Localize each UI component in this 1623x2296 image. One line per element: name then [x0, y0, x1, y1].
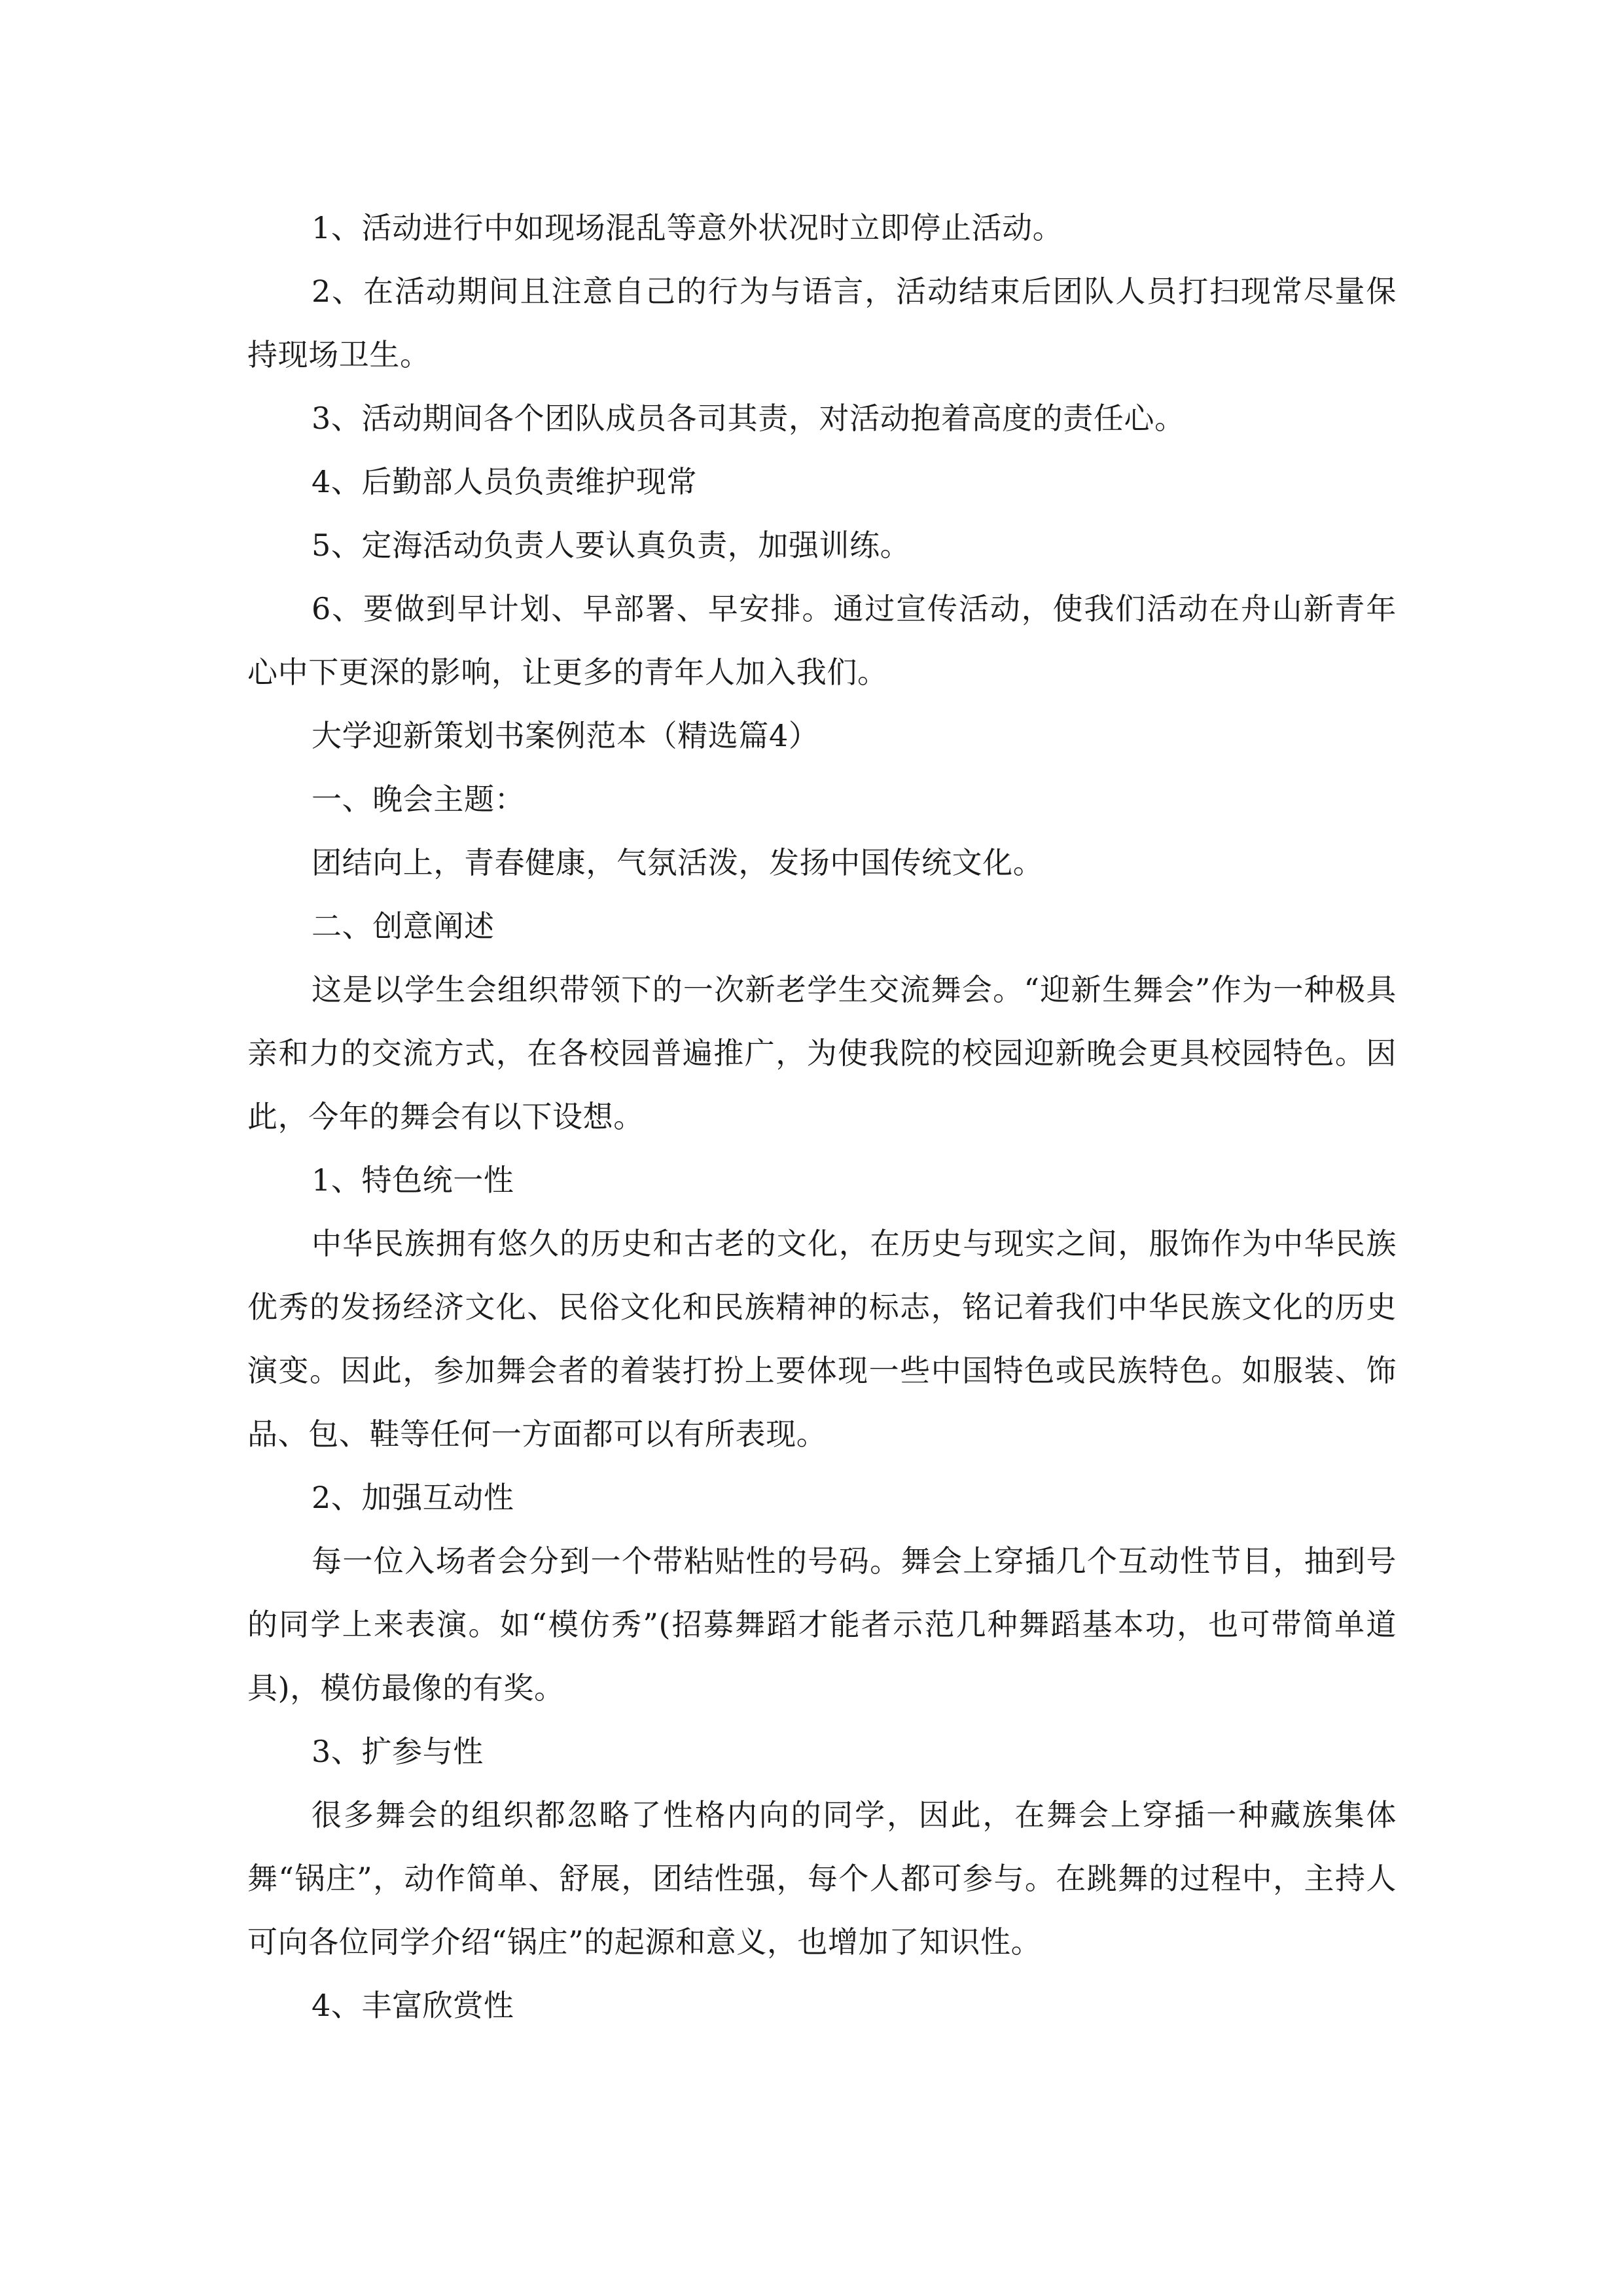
subheading: 3、扩参与性 — [312, 1734, 484, 1769]
subheading: 2、加强互动性 — [312, 1480, 514, 1515]
paragraph-item: 这是以学生会组织带领下的一次新老学生交流舞会。“迎新生舞会”作为一种极具亲和力的交流方式，在各校园普遍推广，为使我院的校园迎新晚会更具校园特色。因此，今年的舞会有以下设想。 — [247, 972, 1397, 1134]
section-heading: 一、晚会主题： — [312, 781, 526, 817]
subheading: 1、特色统一性 — [312, 1162, 514, 1198]
paragraph-item: 4、后勤部人员负责维护现常 — [312, 464, 698, 499]
section-heading: 二、创意阐述 — [312, 908, 495, 944]
section-title: 大学迎新策划书案例范本（精选篇4） — [312, 718, 819, 753]
paragraph-item: 3、活动期间各个团队成员各司其责，对活动抱着高度的责任心。 — [312, 401, 1185, 436]
paragraph-item: 每一位入场者会分到一个带粘贴性的号码。舞会上穿插几个互动性节目，抽到号的同学上来表演。如“模仿秀”(招募舞蹈才能者示范几种舞蹈基本功，也可带简单道具)，模仿最像的有奖。 — [247, 1543, 1397, 1706]
paragraph-item: 1、活动进行中如现场混乱等意外状况时立即停止活动。 — [312, 210, 1063, 245]
paragraph-item: 团结向上，青春健康，气氛活泼，发扬中国传统文化。 — [312, 845, 1044, 880]
paragraph-item: 2、在活动期间且注意自己的行为与语言，活动结束后团队人员打扫现常尽量保持现场卫生。 — [247, 274, 1397, 372]
document-body — [247, 196, 1397, 2037]
paragraph-item: 中华民族拥有悠久的历史和古老的文化，在历史与现实之间，服饰作为中华民族优秀的发扬经济文化、民俗文化和民族精神的标志，铭记着我们中华民族文化的历史演变。因此，参加舞会者的着装打扮上要体现一些中国特色或民族特色。如服装、饰品、包、鞋等任何一方面都可以有所表现。 — [247, 1226, 1397, 1452]
paragraph-item: 6、要做到早计划、早部署、早安排。通过宣传活动，使我们活动在舟山新青年心中下更深的影响，让更多的青年人加入我们。 — [247, 591, 1397, 690]
paragraph-item: 5、定海活动负责人要认真负责，加强训练。 — [312, 528, 911, 563]
paragraph-item: 很多舞会的组织都忽略了性格内向的同学，因此，在舞会上穿插一种藏族集体舞“锅庄”，动作简单、舒展，团结性强，每个人都可参与。在跳舞的过程中，主持人可向各位同学介绍“锅庄”的起源和意义，也增加了知识性。 — [247, 1797, 1397, 1960]
subheading: 4、丰富欣赏性 — [312, 1988, 514, 2023]
